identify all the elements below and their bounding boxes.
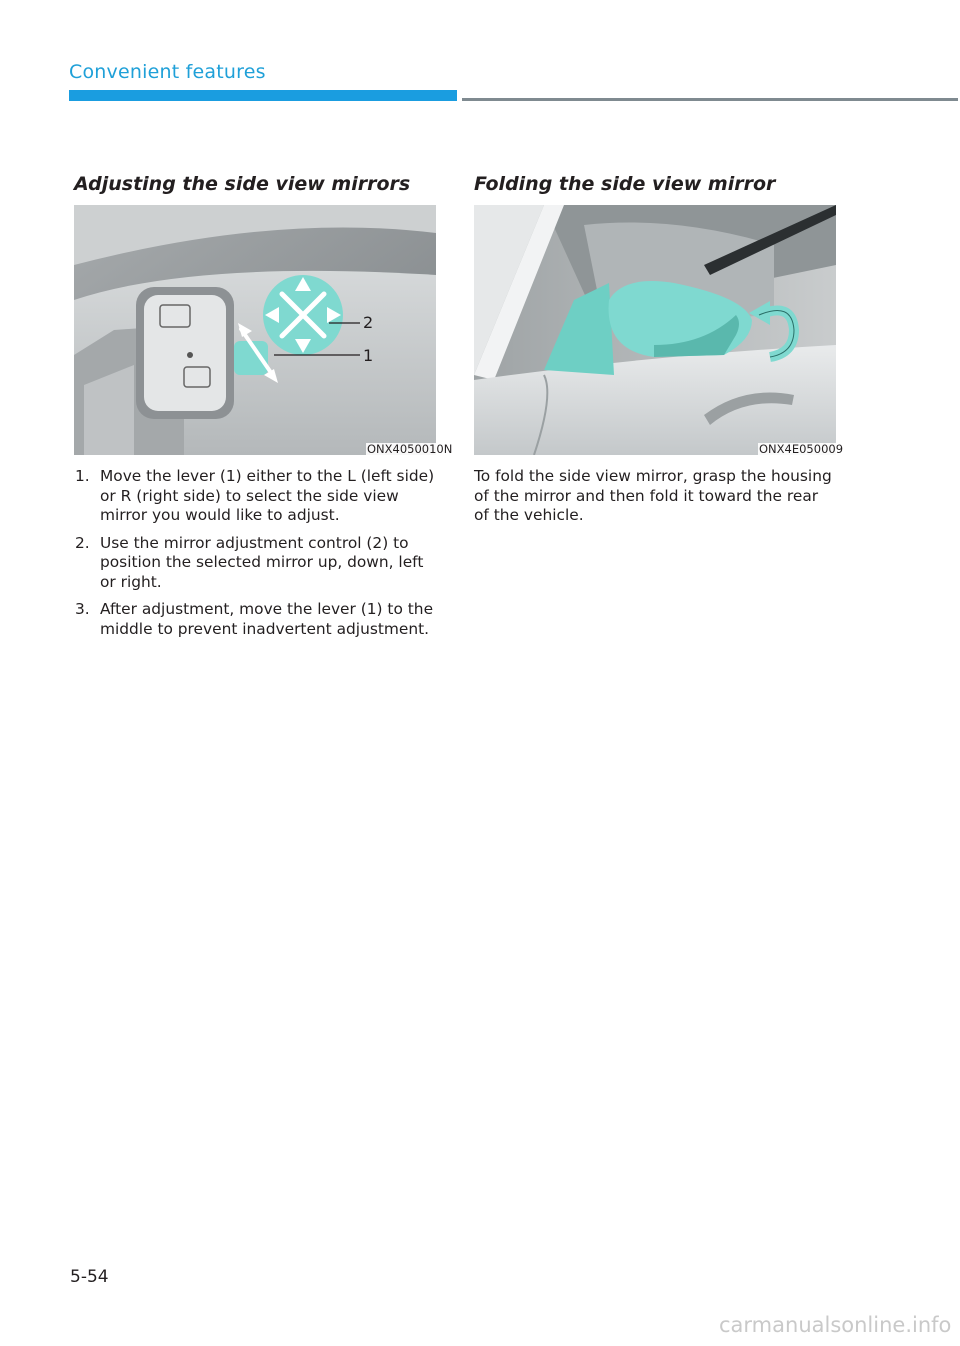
mirror-switch-illustration: [74, 205, 436, 455]
page-number: 5-54: [70, 1267, 109, 1287]
step-number: 1.: [75, 467, 90, 485]
figure-folding-mirror: [474, 205, 836, 455]
section-header-title: Convenient features: [69, 61, 266, 83]
adjustment-steps-list: [75, 467, 440, 647]
step-text: After adjustment, move the lever (1) to the middle to prevent inadvertent adjustment.: [100, 600, 434, 638]
step-text: Use the mirror adjustment control (2) to position the selected mirror up, down, left or right.: [100, 533, 424, 591]
callout-label-2: 2: [363, 313, 374, 332]
folding-instructions: To fold the side view mirror, grasp the housing of the mirror and then fold it toward the rear of the vehicle.: [474, 467, 832, 524]
callout-label-1: 1: [363, 346, 374, 365]
list-item: [75, 534, 440, 593]
heading-folding-mirror: Folding the side view mirror: [474, 173, 776, 195]
heading-adjusting-mirrors: Adjusting the side view mirrors: [74, 173, 411, 195]
step-text: Move the lever (1) either to the L (left side) or R (right side) to select the side view mirror you would like to adjust.: [100, 467, 435, 524]
header-divider-line: [462, 98, 958, 101]
list-item: [75, 600, 440, 639]
folding-mirror-illustration: [474, 205, 836, 455]
header-accent-bar: [69, 90, 457, 101]
figure-code-right: ONX4E050009: [759, 442, 844, 456]
step-number: 2.: [75, 533, 90, 552]
figure-code-left: ONX4050010N: [367, 442, 453, 456]
step-number: 3.: [75, 600, 90, 618]
list-item: [75, 467, 440, 526]
figure-mirror-control-switch: [74, 205, 436, 455]
watermark-text: carmanualsonline.info: [719, 1313, 952, 1337]
